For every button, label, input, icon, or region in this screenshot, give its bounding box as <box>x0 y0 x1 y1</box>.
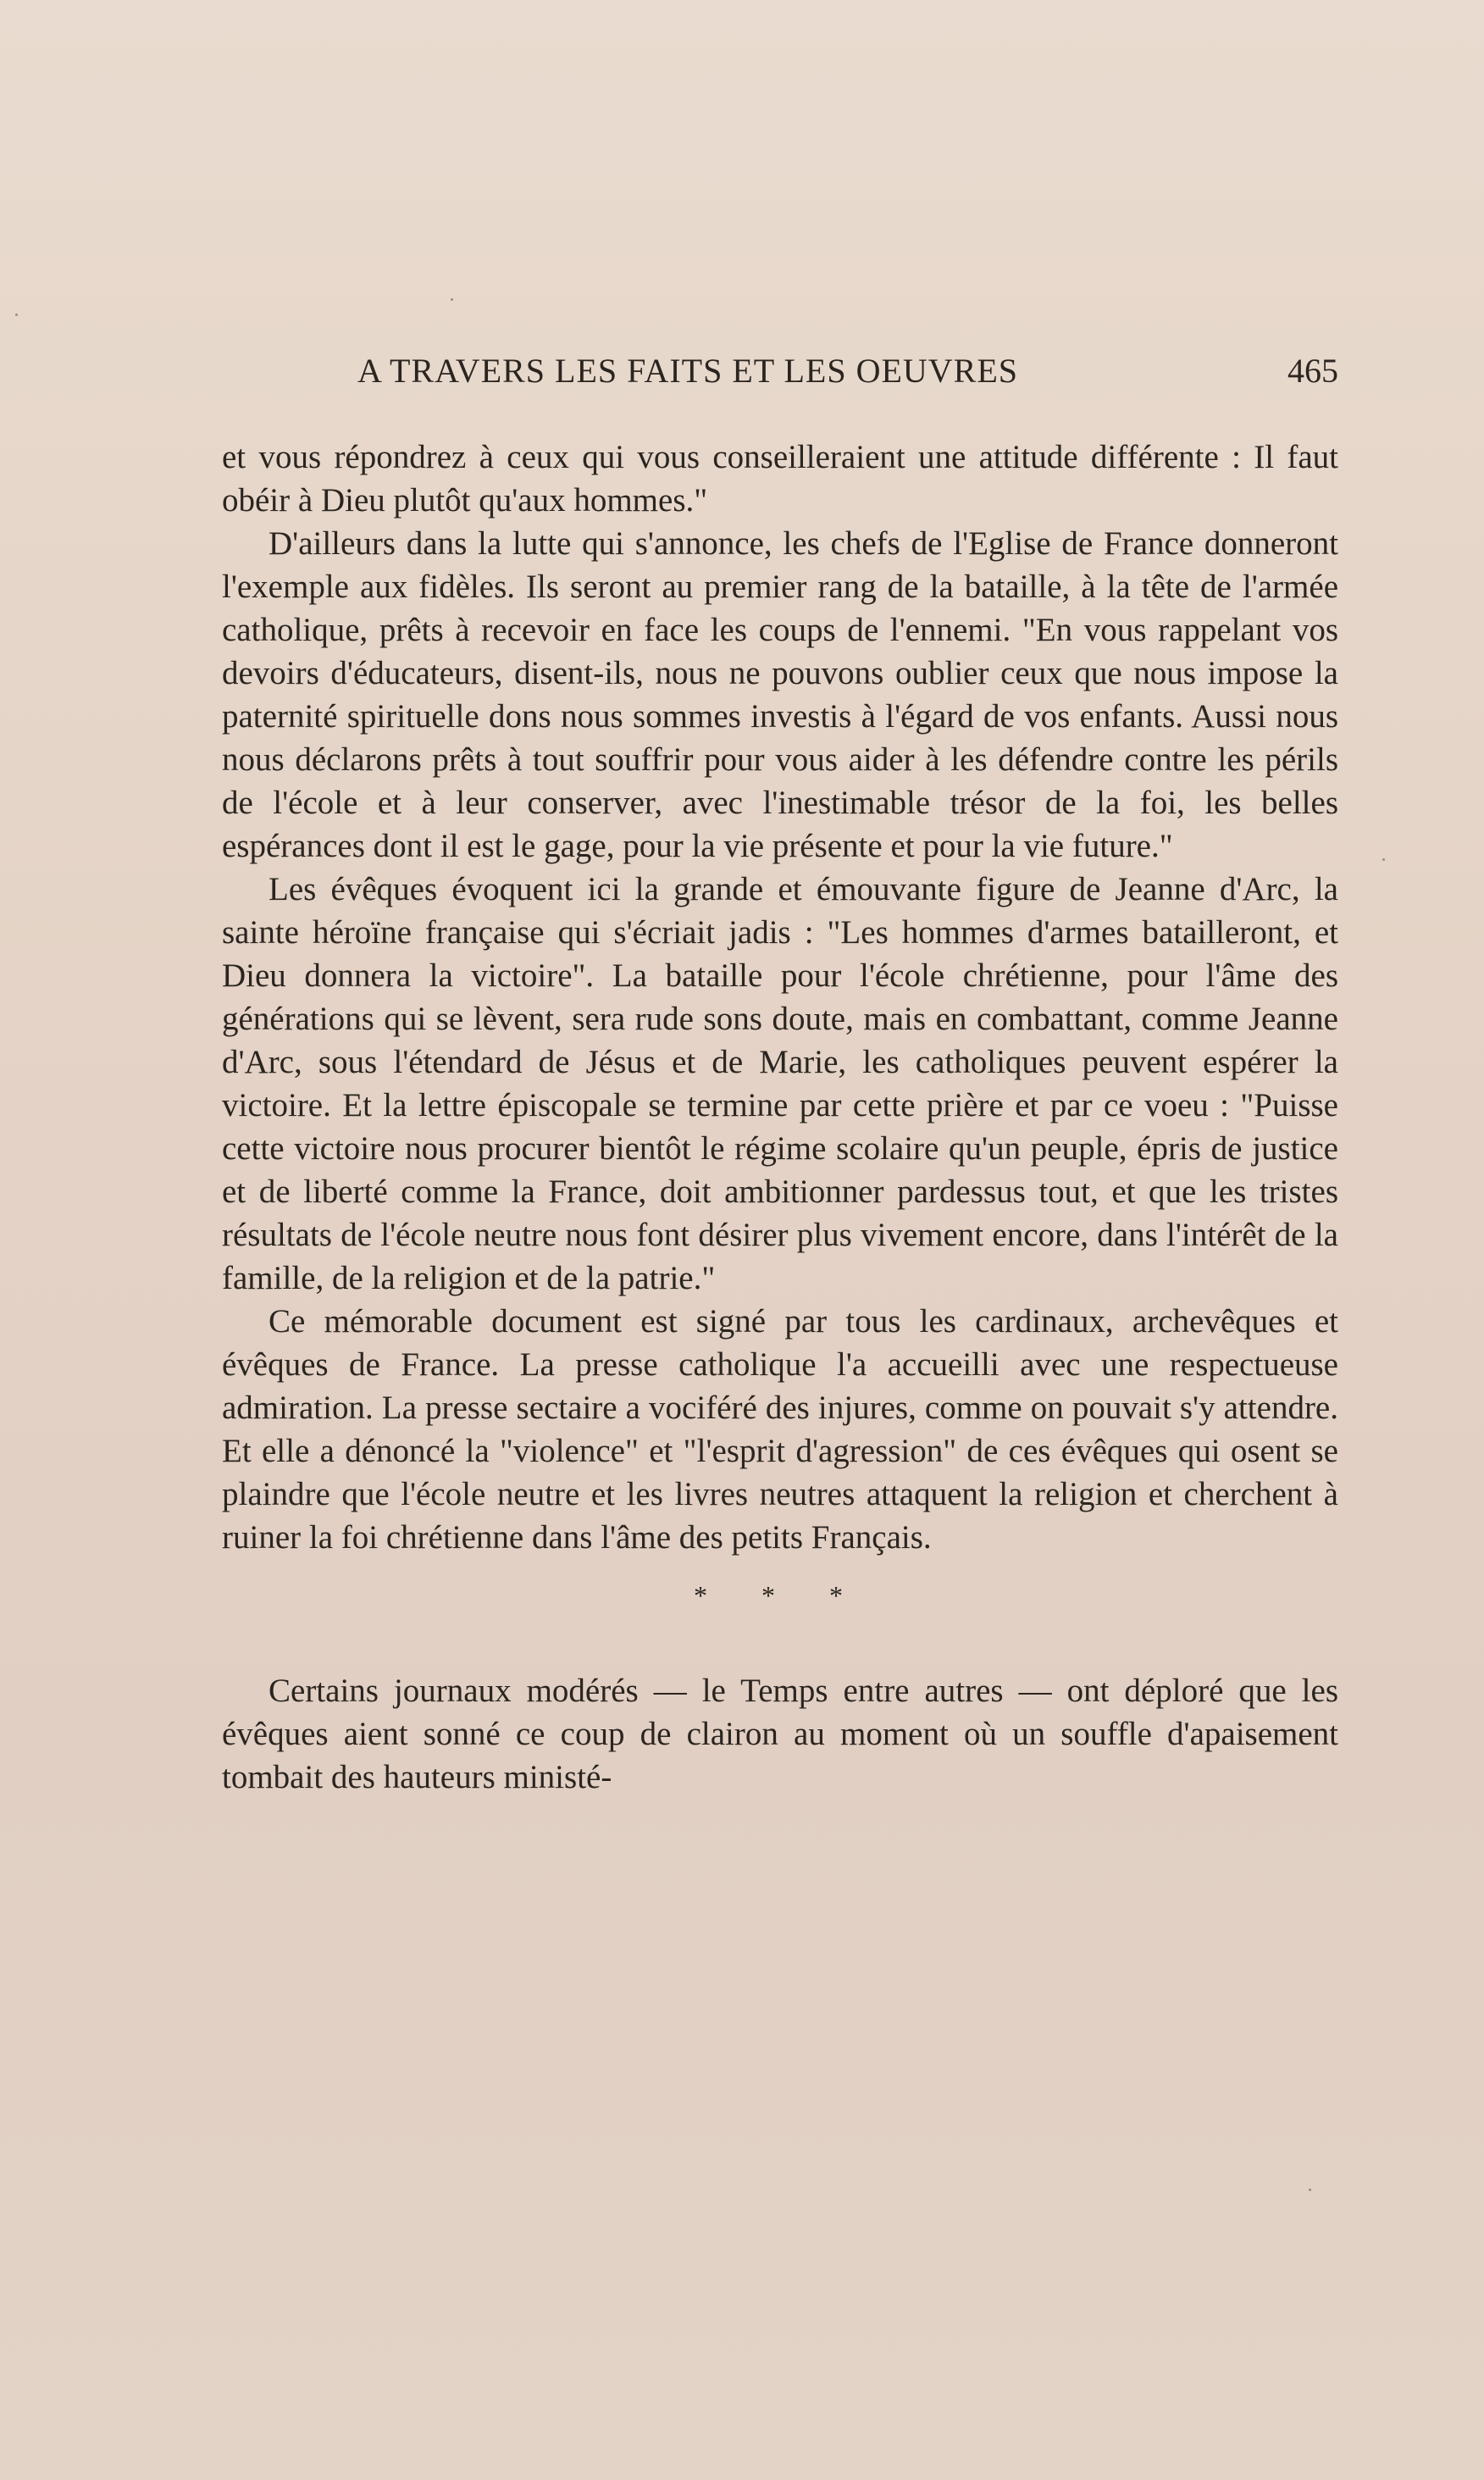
section-separator: * * * <box>694 1580 867 1611</box>
paragraph-4: Ce mémorable document est signé par tous les cardinaux, archevêques et évêques de France. La presse catholique l'a accueilli avec une respectueuse admiration. La presse sectaire a vociféré des injures, comme on pouvait s'y attendre. Et elle a dénoncé la "violence" et "l'esprit d'agression" de ces évêques qui osent se plaindre que l'école neutre et les livres neutres attaquent la religion et cherchent à ruiner la foi chrétienne dans l'âme des petits Français. <box>222 1303 1338 1556</box>
page <box>222 339 1338 1799</box>
body-text <box>222 436 1338 1799</box>
running-head <box>222 339 1338 398</box>
paragraph-1: et vous répondrez à ceux qui vous conseilleraient une attitude différente : Il faut obéir à Dieu plutôt qu'aux hommes." <box>222 439 1338 519</box>
paragraph-5: Certains journaux modérés — le Temps entre autres — ont déploré que les évêques aient sonné ce coup de clairon au moment où un souffle d'apaisement tombait des hauteurs ministé- <box>222 1673 1338 1795</box>
page-number: 465 <box>1287 352 1338 390</box>
paragraph-3: Les évêques évoquent ici la grande et émouvante figure de Jeanne d'Arc, la sainte héroïne française qui s'écriait jadis : "Les hommes d'armes batailleront, et Dieu donnera la victoire". La bataille pour l'école chrétienne, pour l'âme des générations qui se lèvent, sera rude sons doute, mais en combattant, comme Jeanne d'Arc, sous l'étendard de Jésus et de Marie, les catholiques peuvent espérer la victoire. Et la lettre épiscopale se termine par cette prière et par ce voeu : "Puisse cette victoire nous procurer bientôt le régime scolaire qu'un peuple, épris de justice et de liberté comme la France, doit ambitionner pardessus tout, et que les tristes résultats de l'école neutre nous font désirer plus vivement encore, dans l'intérêt de la famille, de la religion et de la patrie." <box>222 871 1338 1296</box>
running-title: A TRAVERS LES FAITS ET LES OEUVRES <box>357 352 1019 390</box>
paragraph-2: D'ailleurs dans la lutte qui s'annonce, les chefs de l'Eglise de France donneront l'exemple aux fidèles. Ils seront au premier rang de la bataille, à la tête de l'armée catholique, prêts à recevoir en face les coups de l'ennemi. "En vous rappelant vos devoirs d'éducateurs, disent-ils, nous ne pouvons oublier ceux que nous impose la paternité spirituelle dons nous sommes investis à l'égard de vos enfants. Aussi nous nous déclarons prêts à tout souffrir pour vous aider à les défendre contre les périls de l'école et à leur conserver, avec l'inestimable trésor de la foi, les belles espérances dont il est le gage, pour la vie présente et pour la vie future." <box>222 525 1338 864</box>
